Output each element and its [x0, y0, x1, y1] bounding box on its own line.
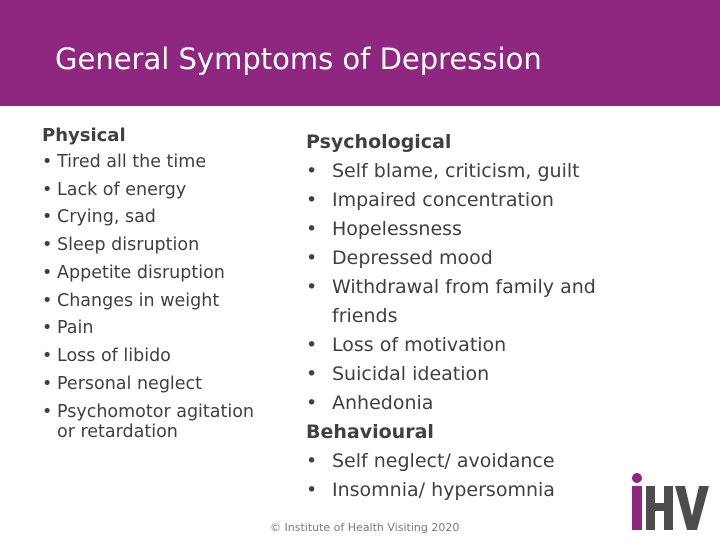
copyright-footer: © Institute of Health Visiting 2020 [270, 521, 460, 534]
list-item: • Self neglect/ avoidance [306, 450, 555, 472]
list-item: • Suicidal ideation [306, 363, 490, 385]
list-item: • Personal neglect [42, 373, 203, 394]
list-item: • Depressed mood [306, 247, 493, 269]
list-item: • Impaired concentration [306, 189, 554, 211]
list-item: • Tired all the time [42, 152, 207, 172]
list-item: • Loss of motivation [306, 334, 507, 356]
psychological-heading: Psychological [306, 131, 452, 153]
list-item: • Withdrawal from family and friends [306, 276, 596, 327]
list-item: • Crying, sad [42, 207, 156, 228]
physical-list [42, 149, 272, 442]
behavioural-list [306, 447, 636, 505]
list-item: • Anhedonia [306, 392, 434, 414]
title-banner [0, 0, 720, 106]
list-item: • Lack of energy [42, 179, 187, 200]
list-item: • Pain [42, 318, 94, 339]
psychological-column [306, 128, 636, 505]
physical-heading: Physical [42, 125, 126, 146]
list-item: • Hopelessness [306, 218, 462, 240]
psychological-list [306, 157, 636, 418]
list-item: • Psychomotor agitation or retardation [42, 402, 255, 443]
list-item: • Loss of libido [42, 345, 171, 366]
slide-title: General Symptoms of Depression [55, 42, 542, 76]
list-item: • Changes in weight [42, 290, 220, 311]
behavioural-heading: Behavioural [306, 421, 434, 443]
list-item: • Appetite disruption [42, 262, 225, 283]
physical-column [42, 122, 272, 442]
ihv-logo [628, 472, 712, 532]
list-item: • Self blame, criticism, guilt [306, 160, 580, 182]
list-item: • Insomnia/ hypersomnia [306, 479, 555, 501]
list-item: • Sleep disruption [42, 235, 200, 256]
